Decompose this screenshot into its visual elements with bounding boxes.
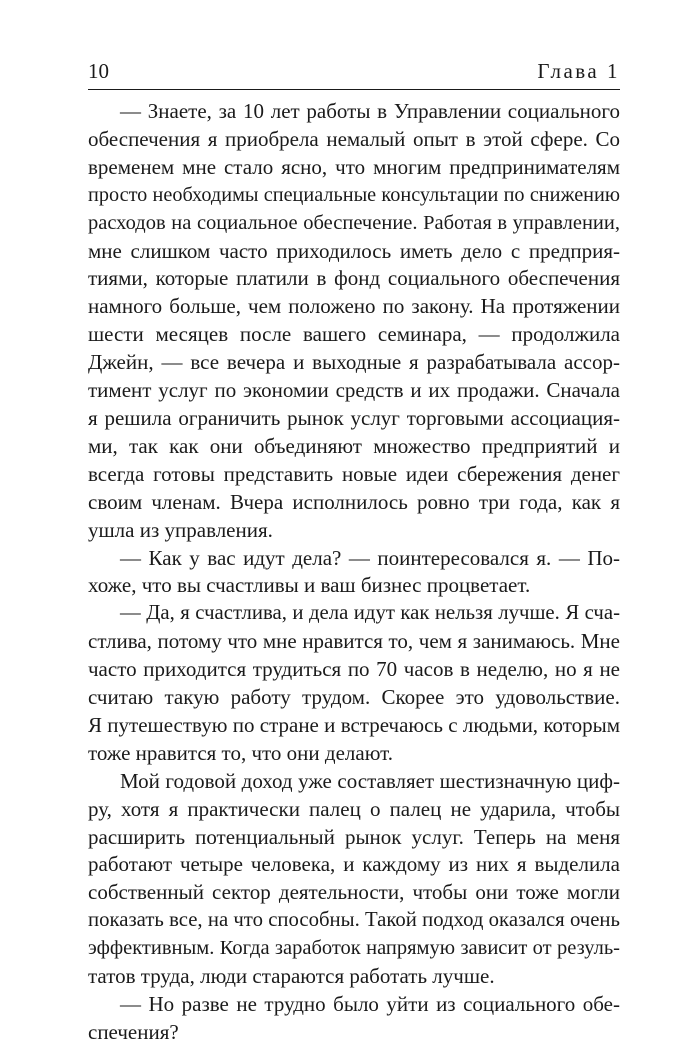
text-line: тимент услуг по экономии средств и их продажи. Сначала <box>88 378 620 403</box>
text-line: временем мне стало ясно, что многим предпринимателям <box>88 154 620 179</box>
text-line: — Да, я счастлива, и дела идут как нельзя лучше. Я сча- <box>120 602 620 625</box>
text-line: собственный сектор деятельности, чтобы они тоже могли <box>88 880 620 905</box>
text-line: считаю такую работу трудом. Скорее это удовольствие. <box>88 685 620 710</box>
text-line: Мой годовой доход уже составляет шестизначную циф- <box>120 768 620 793</box>
text-line: стлива, потому что мне нравится то, чем я занимаюсь. Мне <box>88 629 620 654</box>
running-head <box>88 58 620 90</box>
body-text <box>88 98 620 1047</box>
book-page <box>88 58 620 1047</box>
text-line: часто приходится трудиться по 70 часов в неделю, но я не <box>88 657 620 682</box>
text-line: спечения? <box>88 1019 179 1044</box>
text-line: — Как у вас идут дела? — поинтересовался я. — По- <box>120 545 620 570</box>
text-line: мне слишком часто приходилось иметь дело с предприя- <box>88 238 620 263</box>
text-line: работают четыре человека, и каждому из них я выделила <box>88 852 620 877</box>
text-line: шести месяцев после вашего семинара, — продолжила <box>88 322 620 347</box>
text-line: Я путешествую по стране и встречаюсь с людьми, которым <box>88 712 620 737</box>
text-line: намного больше, чем положено по закону. На протяжении <box>88 294 620 319</box>
text-line: своим членам. Вчера исполнилось ровно три года, как я <box>88 489 620 514</box>
page-number: 10 <box>88 59 109 83</box>
text-line: татов труда, люди стараются работать лучше. <box>88 964 495 989</box>
text-line: обеспечения я приобрела немалый опыт в этой сфере. Со <box>88 126 620 151</box>
text-line: тоже нравится то, что они делают. <box>88 740 393 765</box>
text-line: ми, так как они объединяют множество предприятий и <box>88 433 620 458</box>
text-line: я решила ограничить рынок услуг торговыми ассоциация- <box>88 405 620 430</box>
text-line: показать все, на что способны. Такой подход оказался очень <box>88 909 620 932</box>
text-line: — Но разве не трудно было уйти из социального обе- <box>120 992 620 1016</box>
text-line: эффективным. Когда заработок напрямую зависит от резуль- <box>88 937 620 960</box>
text-line: ру, хотя я практически палец о палец не ударила, чтобы <box>88 796 620 821</box>
text-line: расширить потенциальный рынок услуг. Теперь на меня <box>88 824 620 849</box>
text-line: ушла из управления. <box>88 517 273 542</box>
text-line: Джейн, — все вечера и выходные я разрабатывала ассор- <box>88 350 620 375</box>
text-line: просто необходимы специальные консультации по снижению <box>88 183 620 206</box>
text-line: хоже, что вы счастливы и ваш бизнес процветает. <box>88 573 531 598</box>
text-line: всегда готовы представить новые идеи сбережения денег <box>88 461 620 486</box>
text-line: тиями, которые платили в фонд социального обеспечения <box>88 266 620 291</box>
chapter-title: Глава 1 <box>537 59 620 83</box>
text-line: расходов на социальное обеспечение. Работая в управлении, <box>88 211 620 234</box>
text-line: — Знаете, за 10 лет работы в Управлении социального <box>120 99 620 123</box>
